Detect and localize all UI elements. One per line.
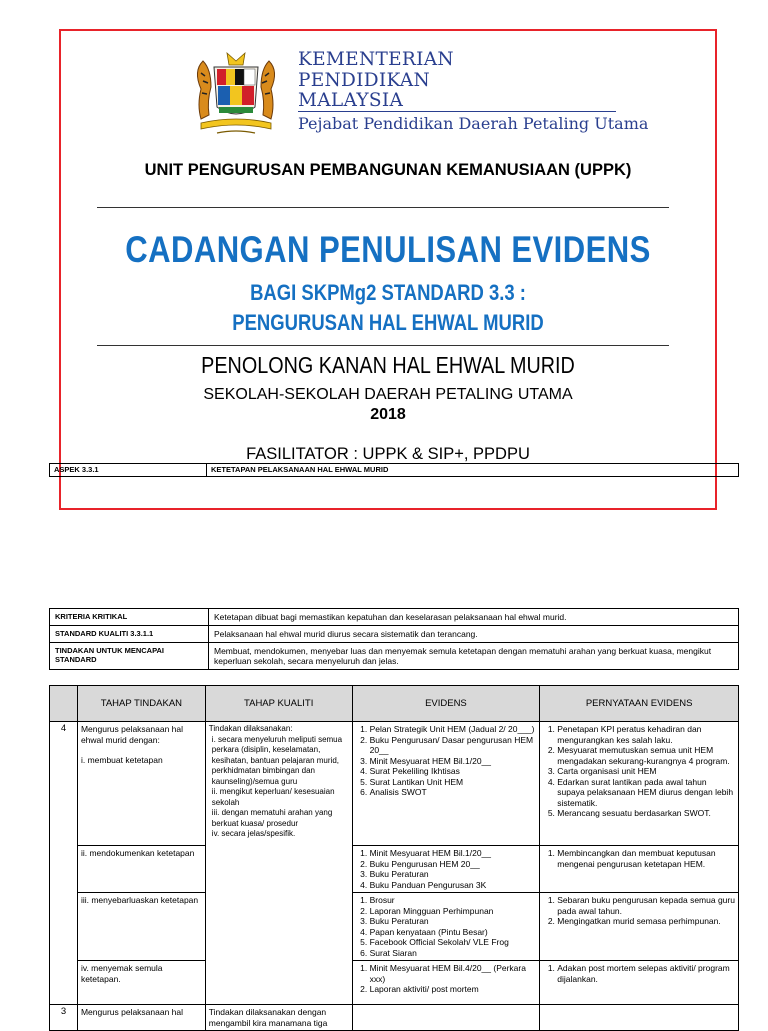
evidens-item: 1. Minit Mesyuarat HEM Bil.1/20__ [370, 848, 537, 859]
evidens-item: 3. Buku Peraturan [370, 869, 537, 880]
kualiti-intro: Tindakan dilaksanakan: [208, 724, 293, 733]
pernyataan-cell [540, 1005, 739, 1031]
level-number: 4 [50, 722, 78, 1005]
kualiti-item: i. secara menyeluruh meliputi semua perkara (disiplin, keselamatan, kesihatan, bantuan pelajaran murid, perkhidmatan bimbingan dan kaunseling)/semua guru [211, 734, 343, 786]
criteria-row [50, 609, 739, 626]
evidens-cell [352, 722, 540, 846]
criteria-value: Pelaksanaan hal ehwal murid diurus secara sistematik dan terancang. [209, 626, 739, 643]
pernyataan-item: 2. Mengingatkan murid semasa perhimpunan. [557, 916, 735, 927]
pernyataan-item: 1. Sebaran buku pengurusan kepada semua guru pada awal tahun. [557, 895, 735, 916]
evidens-item: 5. Surat Lantikan Unit HEM [370, 777, 537, 788]
tindakan-cell [77, 893, 205, 961]
tindakan-item: i. membuat ketetapan [80, 755, 163, 765]
evidens-item: 4. Surat Pekeliling Ikhtisas [370, 766, 537, 777]
criteria-value: Membuat, mendokumen, menyebar luas dan menyemak semula ketetapan dengan mematuhi arahan yang berkuat kuasa, mengikut keperluan sekolah, secara menyeluruh dan jelas. [209, 643, 739, 670]
evidence-table-header [50, 686, 739, 722]
kualiti-cell [205, 722, 352, 1005]
header-evidens: EVIDENS [352, 686, 540, 722]
ministry-line-1: KEMENTERIAN [298, 49, 454, 70]
evidens-item: 2. Laporan aktiviti/ post mortem [370, 984, 537, 995]
aspek-table [49, 463, 739, 477]
ministry-divider [298, 111, 616, 112]
pernyataan-cell [540, 961, 739, 1005]
pernyataan-item: 1. Membincangkan dan membuat keputusan mengenai pengurusan ketetapan HEM. [557, 848, 735, 869]
schools-line: SEKOLAH-SEKOLAH DAERAH PETALING UTAMA [203, 386, 573, 403]
pernyataan-item: 1. Penetapan KPI peratus kehadiran dan mengurangkan kes salah laku. [557, 724, 735, 745]
aspek-value: KETETAPAN PELAKSANAAN HAL EHWAL MURID [207, 464, 739, 477]
year: 2018 [370, 406, 406, 423]
divider-bottom [97, 345, 669, 346]
criteria-row [50, 643, 739, 670]
tindakan-cell [77, 846, 205, 893]
table-row [50, 961, 739, 1005]
ministry-line-2: PENDIDIKAN [298, 69, 431, 91]
evidence-table [49, 685, 739, 1031]
evidens-item: 4. Buku Panduan Pengurusan 3K [370, 880, 537, 891]
evidens-item: 2. Buku Pengurusan HEM 20__ [370, 859, 537, 870]
evidens-item: 5. Facebook Official Sekolah/ VLE Frog [370, 937, 537, 948]
document-subtitle-1: BAGI SKPMg2 STANDARD 3.3 : [250, 280, 526, 305]
kualiti-cell: Tindakan dilaksanakan dengan mengambil kira manamana tiga [205, 1005, 352, 1031]
tindakan-item: iii. menyebarluaskan ketetapan [80, 895, 199, 905]
pernyataan-item: 2. Mesyuarat memutuskan semua unit HEM mengadakan sekurang-kurangnya 4 program. [557, 745, 735, 766]
pernyataan-cell [540, 722, 739, 846]
criteria-table [49, 608, 739, 670]
tindakan-item: ii. mendokumenkan ketetapan [80, 848, 195, 858]
tindakan-intro: Mengurus pelaksanaan hal ehwal murid dengan: [80, 724, 184, 745]
criteria-label: KRITERIA KRITIKAL [50, 609, 209, 626]
divider-top [97, 207, 669, 208]
document-title: CADANGAN PENULISAN EVIDENS [125, 229, 651, 270]
evidens-cell [352, 1005, 540, 1031]
table-row [50, 1005, 739, 1031]
evidens-item: 1. Pelan Strategik Unit HEM (Jadual 2/ 20___) [370, 724, 537, 735]
tindakan-cell [77, 961, 205, 1005]
table-row [50, 893, 739, 961]
criteria-label: STANDARD KUALITI 3.3.1.1 [50, 626, 209, 643]
facilitator-line: FASILITATOR : UPPK & SIP+, PPDPU [246, 445, 530, 463]
evidens-item: 2. Laporan Mingguan Perhimpunan [370, 906, 537, 917]
aspek-row [50, 464, 739, 477]
header-pernyataan-evidens: PERNYATAAN EVIDENS [540, 686, 739, 722]
header-tahap-tindakan: TAHAP TINDAKAN [77, 686, 205, 722]
evidens-cell [352, 961, 540, 1005]
evidens-item: 1. Minit Mesyuarat HEM Bil.4/20__ (Perkara xxx) [370, 963, 537, 984]
ministry-line-3: MALAYSIA [298, 90, 404, 111]
criteria-label: TINDAKAN UNTUK MENCAPAI STANDARD [50, 643, 209, 670]
evidens-item: 1. Brosur [370, 895, 537, 906]
level-number: 3 [50, 1005, 78, 1031]
header-tahap-kualiti: TAHAP KUALITI [205, 686, 352, 722]
pernyataan-item: 4. Edarkan surat lantikan pada awal tahun supaya pelaksanaan HEM diurus dengan lebih sistematik. [557, 777, 735, 809]
role-title: PENOLONG KANAN HAL EHWAL MURID [201, 352, 575, 378]
table-row [50, 846, 739, 893]
tindakan-cell [77, 722, 205, 846]
office-name: Pejabat Pendidikan Daerah Petaling Utama [298, 113, 649, 133]
tindakan-cell: Mengurus pelaksanaan hal [77, 1005, 205, 1031]
evidens-item: 6. Surat Siaran [370, 948, 537, 959]
criteria-row [50, 626, 739, 643]
evidens-cell [352, 846, 540, 893]
kualiti-item: ii. mengikut keperluan/ kesesuaian sekolah [211, 787, 335, 807]
evidens-item: 3. Minit Mesyuarat HEM Bil.1/20__ [370, 756, 537, 767]
pernyataan-cell [540, 893, 739, 961]
evidens-item: 2. Buku Pengurusan/ Dasar pengurusan HEM 20__ [370, 735, 537, 756]
malaysia-coat-of-arms-logo [187, 49, 285, 137]
unit-heading: UNIT PENGURUSAN PEMBANGUNAN KEMANUSIAAN (UPPK) [144, 161, 632, 179]
pernyataan-item: 3. Carta organisasi unit HEM [557, 766, 735, 777]
header-empty [50, 686, 78, 722]
tindakan-item: iv. menyemak semula ketetapan. [80, 963, 163, 984]
aspek-label: ASPEK 3.3.1 [50, 464, 207, 477]
evidens-item: 6. Analisis SWOT [370, 787, 537, 798]
pernyataan-item: 1. Adakan post mortem selepas aktiviti/ program dijalankan. [557, 963, 735, 984]
criteria-value: Ketetapan dibuat bagi memastikan kepatuhan dan keselarasan pelaksanaan hal ehwal murid. [209, 609, 739, 626]
pernyataan-cell [540, 846, 739, 893]
ministry-block [298, 50, 648, 133]
evidens-item: 3. Buku Peraturan [370, 916, 537, 927]
evidens-item: 4. Papan kenyataan (Pintu Besar) [370, 927, 537, 938]
kualiti-item: iii. dengan mematuhi arahan yang berkuat kuasa/ prosedur [211, 808, 333, 828]
table-row [50, 722, 739, 846]
pernyataan-item: 5. Merancang sesuatu berdasarkan SWOT. [557, 808, 735, 819]
kualiti-item: iv. secara jelas/spesifik. [211, 829, 296, 838]
evidens-cell [352, 893, 540, 961]
document-subtitle-2: PENGURUSAN HAL EHWAL MURID [232, 310, 544, 335]
